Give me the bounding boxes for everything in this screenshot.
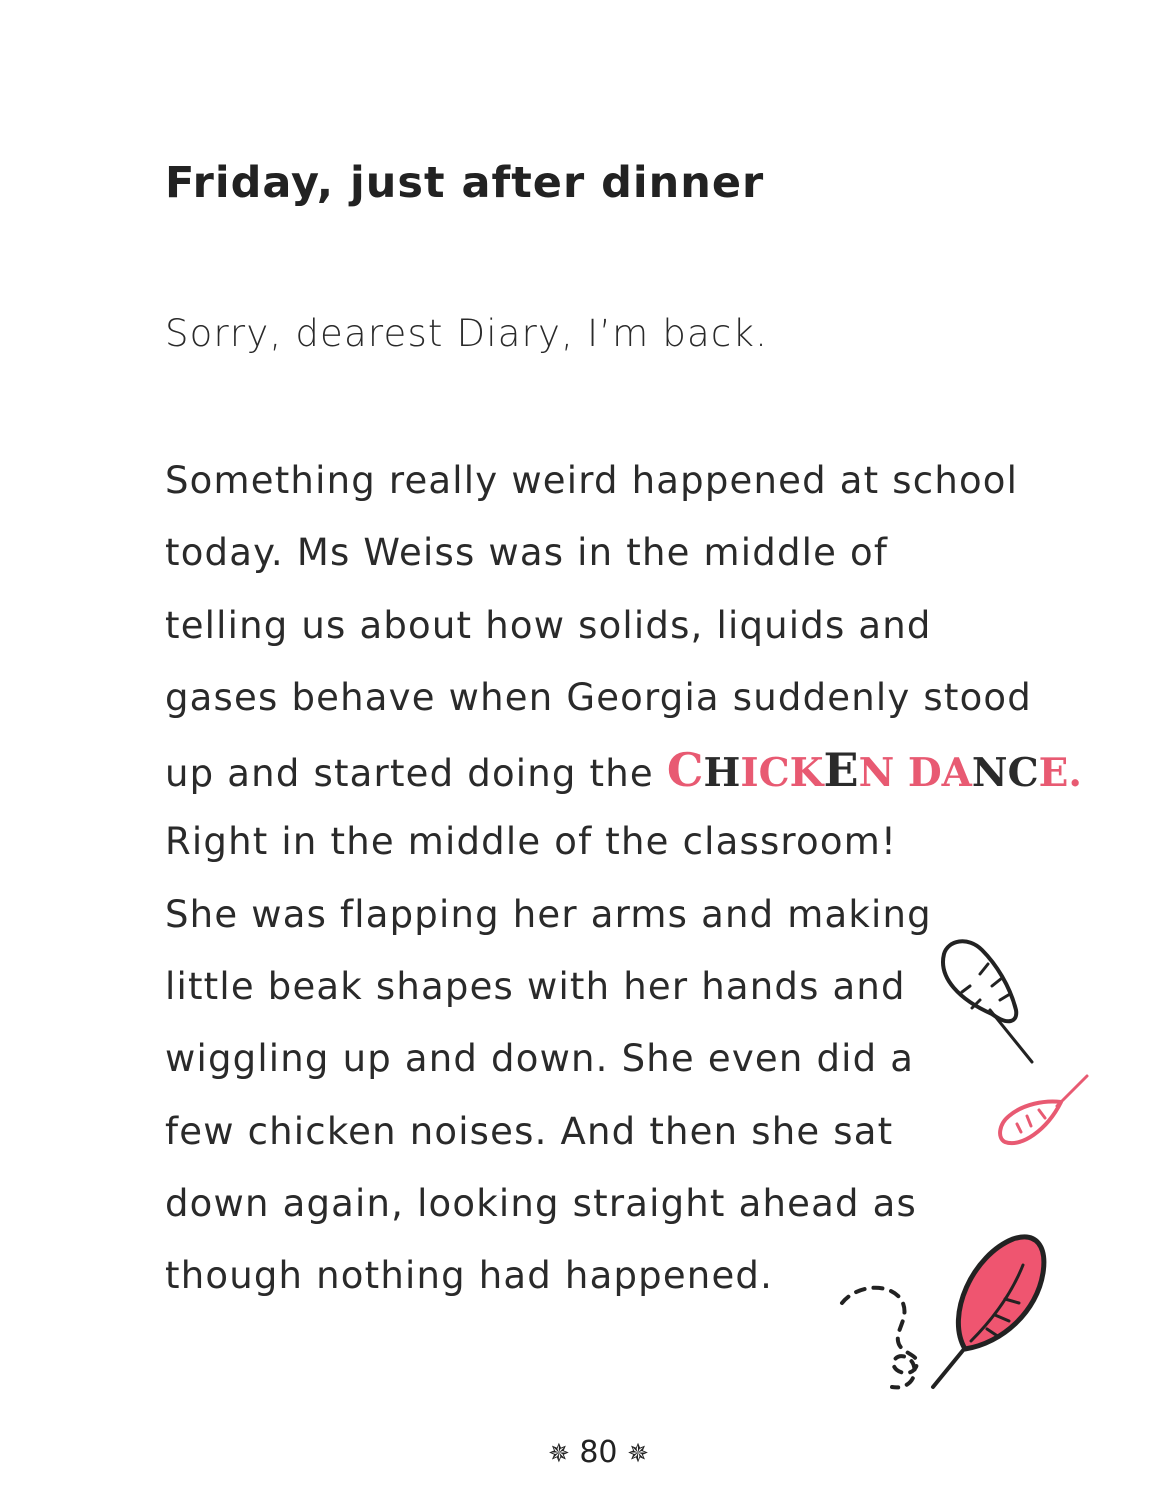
story-line: today. Ms Weiss was in the middle of	[165, 531, 889, 575]
story-line: down again, looking straight ahead as	[165, 1181, 917, 1225]
page-heading: Friday, just after dinner	[165, 158, 765, 208]
star-icon: ✵	[548, 1439, 570, 1469]
emphasis-letter: C	[758, 750, 790, 797]
story-line: She was flapping her arms and making	[165, 892, 932, 936]
emphasis-period: .	[1068, 750, 1082, 797]
dashed-trail-icon	[830, 1275, 935, 1395]
feather-pink-outline-icon	[995, 1070, 1095, 1160]
feather-outline-icon	[930, 930, 1045, 1070]
emphasis-letter: N	[971, 750, 1008, 797]
chicken-dance-emphasis	[666, 743, 1082, 798]
story-line: little beak shapes with her hands and	[165, 965, 906, 1009]
story-line: though nothing had happened.	[165, 1254, 774, 1298]
emphasis-letter: C	[1007, 750, 1039, 797]
emphasis-letter: E	[1038, 750, 1069, 797]
emphasis-letter: E	[823, 743, 859, 798]
emphasis-letter: N	[858, 750, 895, 797]
story-line: wiggling up and down. She even did a	[165, 1037, 915, 1081]
emphasis-letter: C	[666, 743, 704, 798]
story-paragraph	[165, 455, 1082, 1323]
intro-paragraph: Sorry, dearest Diary, I’m back.	[165, 312, 769, 355]
emphasis-space	[894, 750, 908, 796]
story-line: telling us about how solids, liquids and	[165, 603, 932, 647]
emphasis-letter: I	[740, 750, 759, 797]
emphasis-letter: H	[703, 750, 741, 797]
story-line: gases behave when Georgia suddenly stood	[165, 675, 1032, 719]
emphasis-letter: K	[789, 750, 824, 797]
story-line-text: up and started doing the	[165, 752, 667, 796]
emphasis-letter: D	[907, 750, 942, 797]
story-line: few chicken noises. And then she sat	[165, 1109, 894, 1153]
feather-pink-filled-icon	[925, 1225, 1060, 1395]
story-line: Right in the middle of the classroom!	[165, 820, 897, 864]
emphasis-letter: A	[941, 750, 972, 797]
story-line-with-emphasis	[165, 744, 1082, 816]
story-line: Something really weird happened at school	[165, 459, 1019, 502]
star-icon: ✵	[627, 1439, 649, 1469]
page-number-value: 80	[579, 1435, 618, 1470]
page-number	[548, 1435, 649, 1470]
